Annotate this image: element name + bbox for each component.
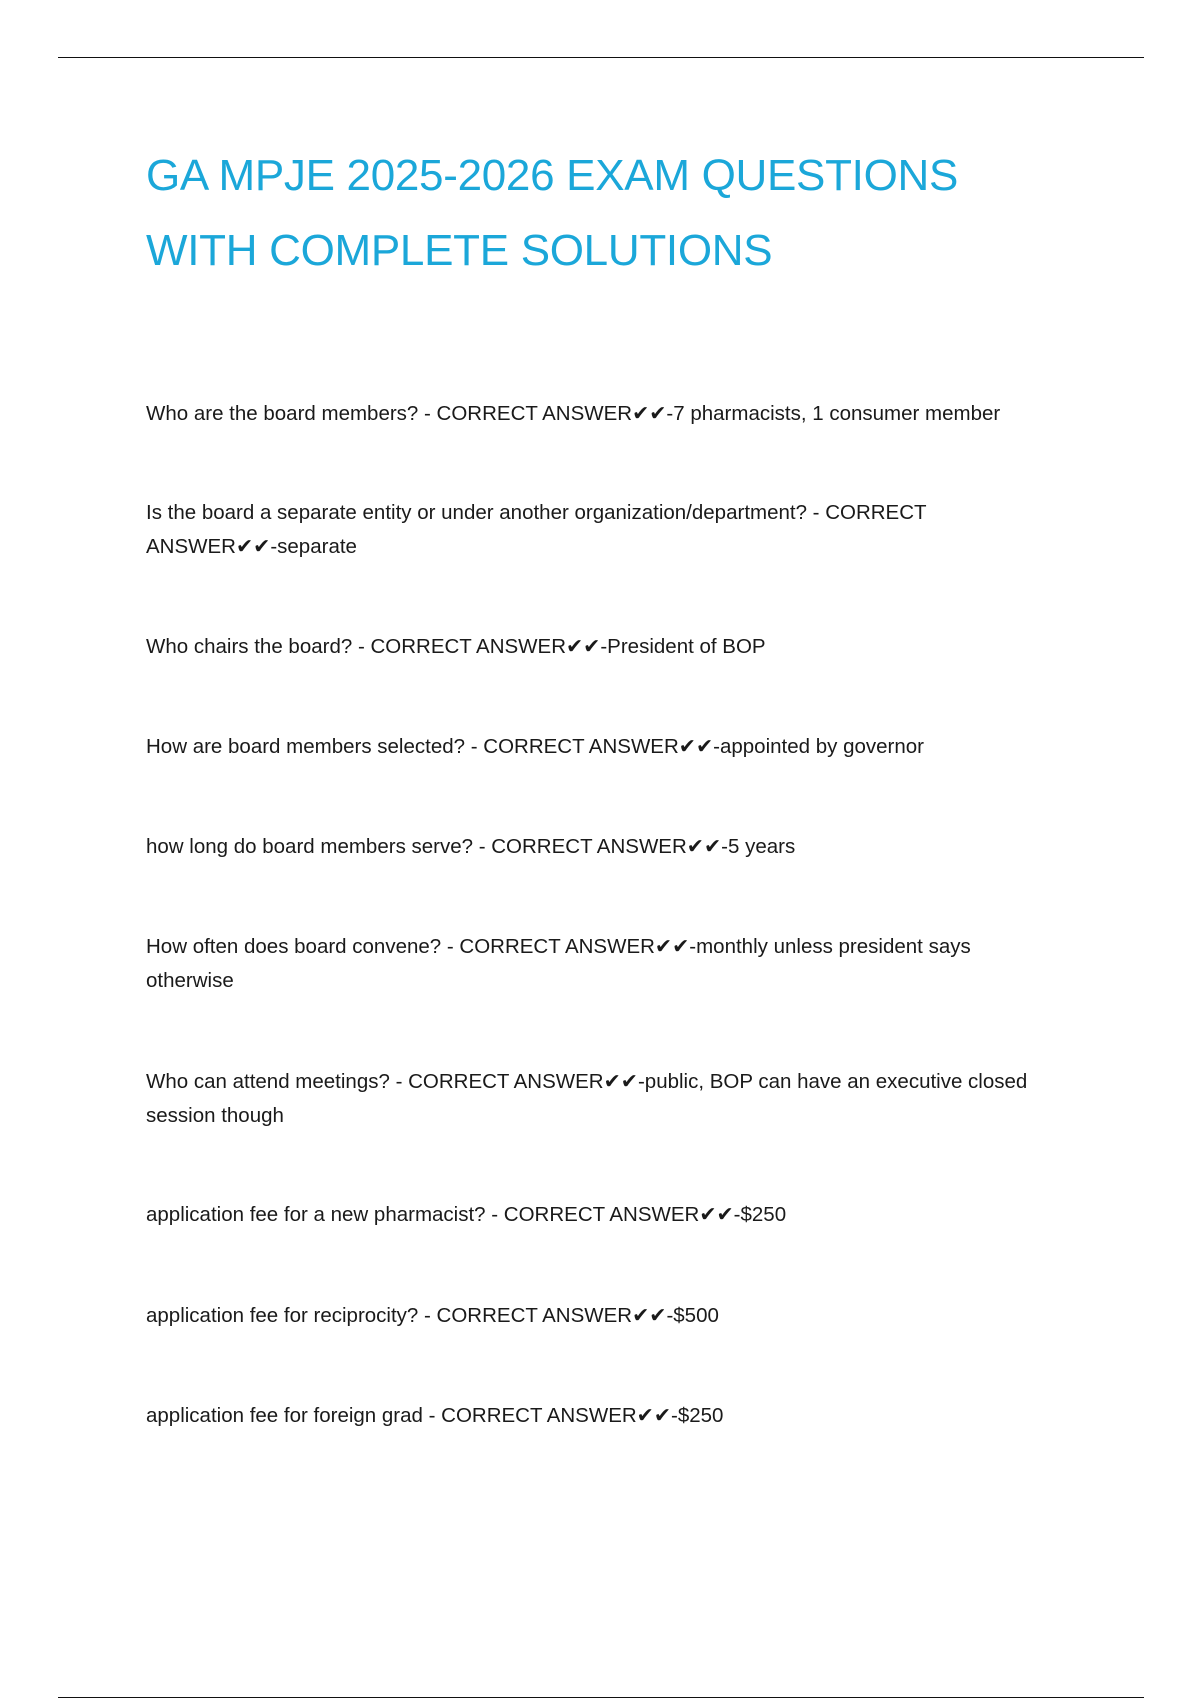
qa-item-2: Is the board a separate entity or under another organization/department? - CORRECT ANSWER✔✔-separate [146, 501, 927, 558]
bottom-rule [58, 1697, 1144, 1698]
qa-item-8: application fee for a new pharmacist? - CORRECT ANSWER✔✔-$250 [146, 1203, 787, 1226]
qa-item-3: Who chairs the board? - CORRECT ANSWER✔✔-President of BOP [146, 635, 766, 658]
qa-item-4: How are board members selected? - CORRECT ANSWER✔✔-appointed by governor [146, 735, 924, 758]
document-title [146, 138, 1106, 288]
qa-item-1: Who are the board members? - CORRECT ANSWER✔✔-7 pharmacists, 1 consumer member [146, 402, 1001, 425]
top-rule [58, 57, 1144, 58]
qa-item-5: how long do board members serve? - CORRECT ANSWER✔✔-5 years [146, 835, 796, 858]
qa-item-7: Who can attend meetings? - CORRECT ANSWER✔✔-public, BOP can have an executive closed session though [146, 1070, 1028, 1127]
qa-item-6: How often does board convene? - CORRECT ANSWER✔✔-monthly unless president says otherwise [146, 935, 971, 992]
title-line-2: WITH COMPLETE SOLUTIONS [146, 226, 773, 275]
title-line-1: GA MPJE 2025-2026 EXAM QUESTIONS [146, 151, 959, 200]
qa-item-9: application fee for reciprocity? - CORRECT ANSWER✔✔-$500 [146, 1304, 719, 1327]
qa-item-10: application fee for foreign grad - CORRECT ANSWER✔✔-$250 [146, 1404, 724, 1427]
